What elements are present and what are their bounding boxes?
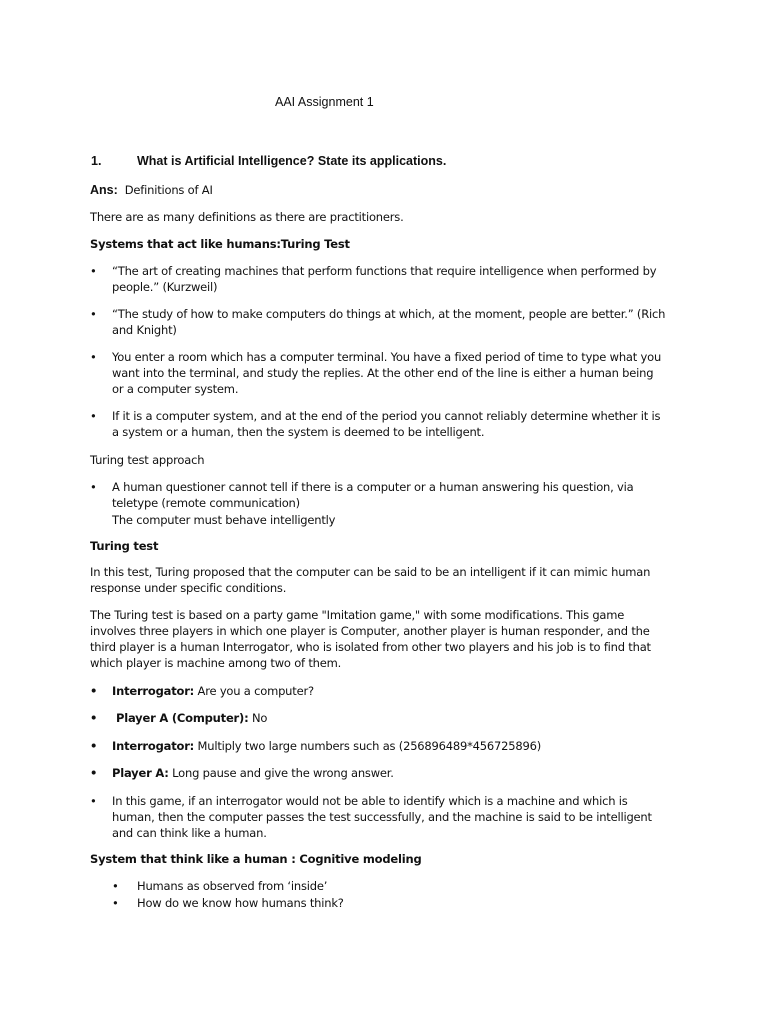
bullet-dot: • [90, 350, 97, 364]
bullet-text: “The study of how to make computers do things at which, at the moment, people are better.” (Rich and Knight) [112, 307, 666, 337]
dialogue-line: No [251, 711, 268, 725]
bullet-text: How do we know how humans think? [137, 896, 344, 910]
bullet-text: A human questioner cannot tell if there is a computer or a human answering his question, via teletype (remote communication) [112, 480, 634, 510]
bullet-text: In this game, if an interrogator would not be able to identify which is a machine and which is human, then the computer passes the test successfully, and the machine is said to be intelligent and can think like a human. [112, 794, 652, 840]
dialogue-line: Long pause and give the wrong answer. [172, 766, 394, 780]
heading-turing-test: Turing test [90, 539, 159, 553]
intro-paragraph: There are as many definitions as there are practitioners. [90, 210, 404, 224]
dialogue-line: Multiply two large numbers such as (256896489*456725896) [197, 739, 542, 753]
bullet-text: Humans as observed from ‘inside’ [137, 879, 328, 893]
question-number: 1. [91, 154, 102, 168]
dialogue-speaker: Interrogator: [112, 739, 195, 753]
bullet-dot: • [90, 711, 98, 725]
heading-act-like-humans: Systems that act like humans:Turing Test [90, 237, 350, 251]
bullet-dot: • [90, 766, 98, 780]
answer-text: Definitions of AI [124, 183, 213, 197]
turing-paragraph-2: The Turing test is based on a party game "Imitation game," with some modifications. This game involves three players in which one player is Computer, another player is human responder, and the third player is a human Interrogator, who is isolated from other two players and his job is to find that which player is machine among two of them. [90, 608, 651, 670]
bullet-dot: • [90, 480, 97, 494]
bullet-dot: • [90, 409, 97, 423]
bullet-dot: • [112, 896, 119, 910]
bullet-dot: • [90, 794, 97, 808]
dialogue-speaker: Player A: [112, 766, 169, 780]
dialogue-speaker: Interrogator: [112, 684, 195, 698]
bullet-dot: • [90, 684, 98, 698]
bullet-dot: • [90, 307, 97, 321]
bullet-dot: • [90, 739, 98, 753]
turing-paragraph-1: In this test, Turing proposed that the computer can be said to be an intelligent if it can mimic human response under specific conditions. [90, 565, 651, 595]
dialogue-line: Are you a computer? [197, 684, 314, 698]
bullet-dot: • [112, 879, 119, 893]
answer-line [90, 182, 670, 198]
question-text: What is Artificial Intelligence? State its applications. [137, 154, 447, 168]
bullet-dot: • [90, 264, 97, 278]
dialogue-speaker: Player A (Computer): [116, 711, 249, 725]
bullet-text: If it is a computer system, and at the end of the period you cannot reliably determine whether it is a system or a human, then the system is deemed to be intelligent. [112, 409, 661, 439]
document-title: AAI Assignment 1 [275, 95, 374, 109]
turing-approach-label: Turing test approach [90, 453, 205, 467]
bullet-text: “The art of creating machines that perform functions that require intelligence when performed by people.” (Kurzweil) [112, 264, 657, 294]
answer-label: Ans: [90, 183, 118, 197]
bullet-text-continuation: The computer must behave intelligently [112, 513, 336, 527]
heading-think-like-human: System that think like a human : Cognitive modeling [90, 852, 422, 866]
bullet-text: You enter a room which has a computer terminal. You have a fixed period of time to type what you want into the terminal, and study the replies. At the other end of the line is either a human being or a computer system. [112, 350, 662, 396]
